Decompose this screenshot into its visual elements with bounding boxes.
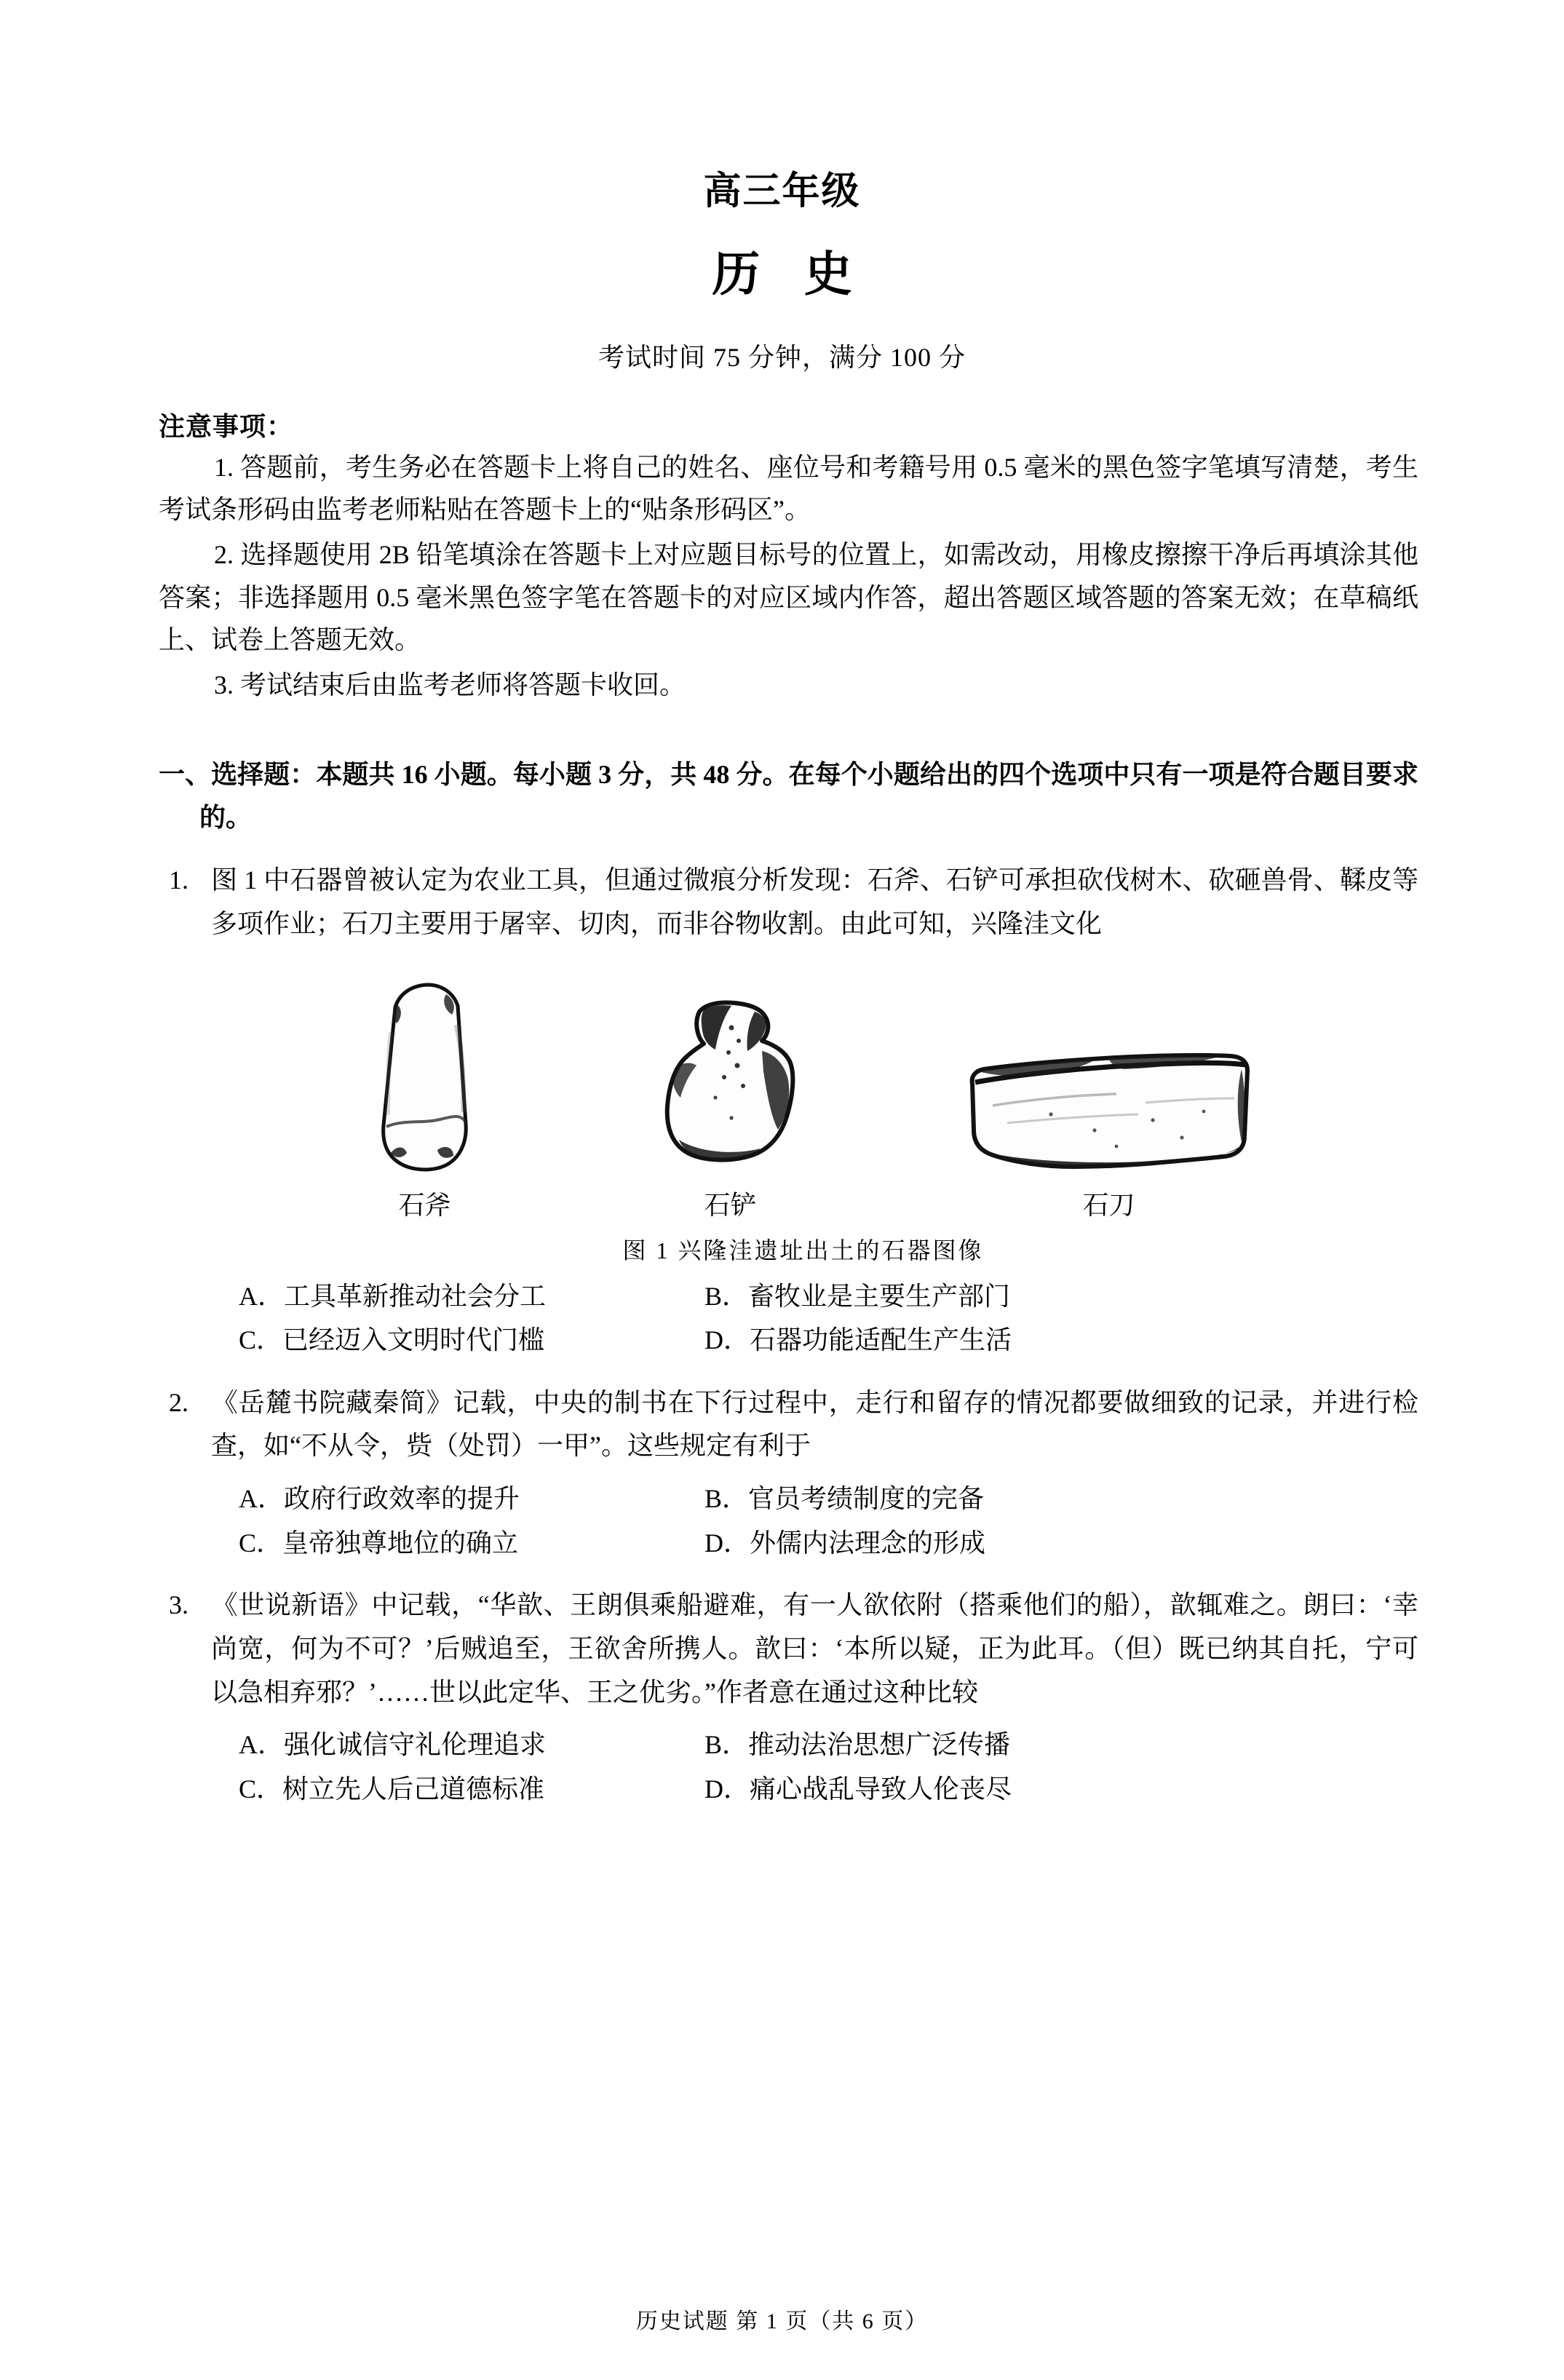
notice-item-3: 3. 考试结束后由监考老师将答题卡收回。 (214, 670, 686, 700)
section-heading-multiple-choice: 一、选择题：本题共 16 小题。每小题 3 分，共 48 分。在每个小题给出的四个选项中只有一项是符合题目要求的。 (159, 759, 1418, 833)
question-2-option-d[interactable]: D．外儒内法理念的形成 (704, 1528, 985, 1558)
question-1-option-a[interactable]: A．工具革新推动社会分工 (239, 1281, 546, 1311)
question-1-number: 1. (169, 865, 188, 895)
question-2-number: 2. (169, 1387, 188, 1417)
stone-spade-icon (662, 996, 800, 1178)
question-3-number: 3. (169, 1590, 188, 1620)
question-2-text (159, 1381, 1418, 1469)
question-2-option-a[interactable]: A．政府行政效率的提升 (239, 1484, 520, 1514)
question-1-option-b[interactable]: B．畜牧业是主要生产部门 (704, 1281, 1011, 1311)
figure-1-image-stone-axe (272, 981, 578, 1178)
question-2 (159, 1381, 1418, 1565)
grade-title: 高三年级 (703, 171, 861, 213)
notice-heading: 注意事项： (159, 411, 294, 441)
question-1-option-d[interactable]: D．石器功能适配生产生活 (704, 1325, 1012, 1355)
figure-1 (159, 959, 1418, 1266)
page-footer: 历史试题 第 1 页（共 6 页） (635, 2309, 929, 2333)
exam-page (0, 171, 1564, 2380)
option-row (239, 1767, 1418, 1811)
question-3-option-a[interactable]: A．强化诚信守礼伦理追求 (239, 1730, 546, 1760)
notice-item-1: 1. 答题前，考生务必在答题卡上将自己的姓名、座位号和考籍号用 0.5 毫米的黑色签字笔填写清楚，考生考试条形码由监考老师粘贴在答题卡上的“贴条形码区”。 (159, 452, 1418, 525)
exam-meta: 考试时间 75 分钟，满分 100 分 (598, 342, 966, 372)
option-row (239, 1477, 1418, 1520)
question-1 (159, 859, 1418, 1362)
question-2-stem: 《岳麓书院藏秦简》记载，中央的制书在下行过程中，走行和留存的情况都要做细致的记录，并进行检查，如“不从令，赀（处罚）一甲”。这些规定有利于 (211, 1387, 1418, 1461)
figure-1-image-stone-knife (884, 1050, 1335, 1178)
question-1-options (159, 1274, 1418, 1362)
option-row (239, 1521, 1418, 1565)
question-2-option-b[interactable]: B．官员考绩制度的完备 (704, 1484, 985, 1514)
question-2-option-c[interactable]: C．皇帝独尊地位的确立 (239, 1528, 519, 1558)
question-3 (159, 1584, 1418, 1811)
subject-title: 历 史 (712, 248, 868, 302)
question-1-stem: 图 1 中石器曾被认定为农业工具，但通过微痕分析发现：石斧、石铲可承担砍伐树木、砍砸兽骨、鞣皮等多项作业；石刀主要用于屠宰、切肉，而非谷物收割。由此可知，兴隆洼文化 (211, 865, 1418, 938)
question-3-option-b[interactable]: B．推动法治思想广泛传播 (704, 1730, 1011, 1760)
figure-1-label-stone-axe: 石斧 (398, 1190, 451, 1220)
option-row (239, 1318, 1418, 1362)
option-row (239, 1274, 1418, 1318)
figure-1-title: 图 1 兴隆洼遗址出土的石器图像 (622, 1237, 984, 1264)
question-1-option-c[interactable]: C．已经迈入文明时代门槛 (239, 1325, 545, 1355)
question-2-options (159, 1477, 1418, 1565)
figure-1-images (159, 959, 1418, 1178)
notice-item-2: 2. 选择题使用 2B 铅笔填涂在答题卡上对应题目标号的位置上，如需改动，用橡皮擦擦干净后再填涂其他答案；非选择题用 0.5 毫米黑色签字笔在答题卡的对应区域内作答，超出答题区域答题的答案无效；在草稿纸上、试卷上答题无效。 (159, 540, 1418, 655)
question-1-text (159, 859, 1418, 946)
figure-1-image-stone-spade (578, 996, 884, 1178)
figure-1-label-stone-spade: 石铲 (704, 1190, 757, 1220)
question-3-text (159, 1584, 1418, 1714)
question-3-stem: 《世说新语》中记载，“华歆、王朗俱乘船避难，有一人欲依附（搭乘他们的船），歆辄难之。朗曰：‘幸尚宽，何为不可？’后贼追至，王欲舍所携人。歆曰：‘本所以疑，正为此耳。（但）既已纳其自托，宁可以急相弃邪？’……世以此定华、王之优劣。”作者意在通过这种比较 (211, 1590, 1418, 1707)
figure-1-label-stone-knife: 石刀 (1082, 1190, 1135, 1220)
option-row (239, 1723, 1418, 1766)
figure-1-labels (159, 1185, 1418, 1222)
question-3-option-d[interactable]: D．痛心战乱导致人伦丧尽 (704, 1774, 1012, 1804)
question-3-option-c[interactable]: C．树立先人后己道德标准 (239, 1774, 545, 1804)
question-3-options (159, 1723, 1418, 1811)
stone-knife-icon (964, 1050, 1255, 1178)
stone-axe-icon (370, 981, 480, 1178)
